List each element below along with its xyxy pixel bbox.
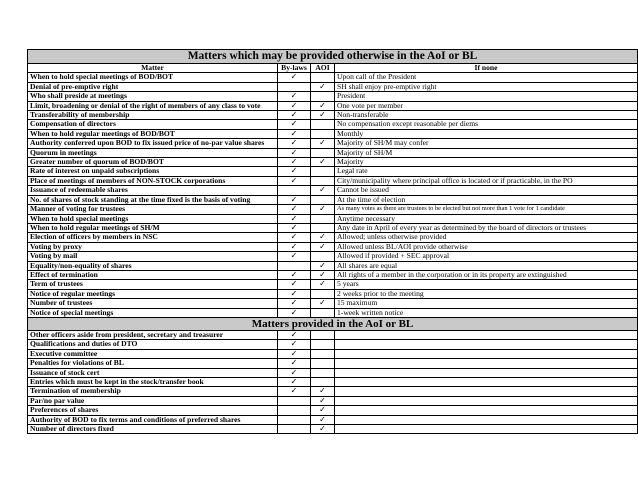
bylaws-cell [278, 82, 311, 91]
table-row [28, 186, 638, 195]
table-row [28, 233, 638, 242]
table-row [28, 425, 638, 434]
table-row [28, 111, 638, 120]
matter-cell: Manner of voting for trustees [28, 205, 278, 214]
table-row [28, 242, 638, 251]
ifnone-cell: Upon call of the President [335, 73, 638, 82]
matter-cell: Denial of pre-emptive right [28, 82, 278, 91]
bylaws-cell [278, 415, 311, 424]
matter-cell: Issuance of stock cert [28, 368, 278, 377]
bylaws-check-icon: ✓ [278, 270, 311, 279]
matter-cell: Transferability of membership [28, 111, 278, 120]
bylaws-check-icon: ✓ [278, 129, 311, 138]
table-row [28, 158, 638, 167]
bylaws-check-icon: ✓ [278, 349, 311, 358]
table-title: Matters which may be provided otherwise in the AoI or BL [28, 50, 638, 64]
bylaws-check-icon: ✓ [278, 387, 311, 396]
aoi-cell [311, 148, 335, 157]
ifnone-cell [335, 396, 638, 405]
section2-title: Matters provided in the AoI or BL [28, 317, 638, 330]
ifnone-cell [335, 406, 638, 415]
matter-cell: Qualifications and duties of DTO [28, 340, 278, 349]
aoi-cell [311, 214, 335, 223]
title-row [28, 50, 638, 64]
ifnone-cell: SH shall enjoy pre-emptive right [335, 82, 638, 91]
aoi-cell [311, 349, 335, 358]
ifnone-cell: 5 years [335, 280, 638, 289]
matter-cell: Other officers aside from president, secretary and treasurer [28, 330, 278, 339]
matter-cell: Term of trustees [28, 280, 278, 289]
ifnone-cell: 15 maximum [335, 299, 638, 308]
aoi-check-icon: ✓ [311, 261, 335, 270]
aoi-cell [311, 120, 335, 129]
table-row [28, 223, 638, 232]
matter-cell: Authority of BOD to fix terms and conditions of preferred shares [28, 415, 278, 424]
matter-cell: Penalties for violations of BL [28, 359, 278, 368]
bylaws-check-icon: ✓ [278, 233, 311, 242]
matter-cell: Limit, broadening or denial of the right of members of any class to vote [28, 101, 278, 110]
aoi-cell [311, 359, 335, 368]
ifnone-cell: All shares are equal [335, 261, 638, 270]
table-row [28, 280, 638, 289]
ifnone-cell: Non-transferable [335, 111, 638, 120]
bylaws-check-icon: ✓ [278, 195, 311, 204]
ifnone-cell [335, 387, 638, 396]
table-row [28, 270, 638, 279]
aoi-cell [311, 308, 335, 317]
bylaws-cell [278, 186, 311, 195]
matter-cell: Who shall preside at meetings [28, 92, 278, 101]
ifnone-cell [335, 330, 638, 339]
table-row [28, 289, 638, 298]
matter-cell: Place of meetings of members of NON-STOCK corporations [28, 176, 278, 185]
bylaws-check-icon: ✓ [278, 252, 311, 261]
bylaws-check-icon: ✓ [278, 340, 311, 349]
table-row [28, 148, 638, 157]
aoi-cell [311, 289, 335, 298]
ifnone-cell: President [335, 92, 638, 101]
matter-cell: Par/no par value [28, 396, 278, 405]
ifnone-cell: Allowed unless BL/AOI provide otherwise [335, 242, 638, 251]
header-bylaws: By-laws [278, 64, 311, 73]
header-aoi: AOI [311, 64, 335, 73]
aoi-check-icon: ✓ [311, 205, 335, 214]
ifnone-cell: Allowed if provided + SEC approval [335, 252, 638, 261]
table-row [28, 195, 638, 204]
matter-cell: Preferences of shares [28, 406, 278, 415]
table-row [28, 349, 638, 358]
matter-cell: Entries which must be kept in the stock/transfer book [28, 378, 278, 387]
table-row [28, 82, 638, 91]
aoi-check-icon: ✓ [311, 111, 335, 120]
bylaws-check-icon: ✓ [278, 176, 311, 185]
bylaws-check-icon: ✓ [278, 167, 311, 176]
table-row [28, 101, 638, 110]
bylaws-cell [278, 396, 311, 405]
column-header-row [28, 64, 638, 73]
table-row [28, 167, 638, 176]
aoi-cell [311, 252, 335, 261]
matters-table [27, 49, 638, 434]
aoi-check-icon: ✓ [311, 406, 335, 415]
aoi-cell [311, 368, 335, 377]
bylaws-check-icon: ✓ [278, 289, 311, 298]
table-row [28, 330, 638, 339]
ifnone-cell [335, 349, 638, 358]
bylaws-check-icon: ✓ [278, 92, 311, 101]
ifnone-cell [335, 378, 638, 387]
bylaws-check-icon: ✓ [278, 223, 311, 232]
table-row [28, 415, 638, 424]
table-row [28, 359, 638, 368]
matter-cell: Voting by proxy [28, 242, 278, 251]
matter-cell: Equality/non-equality of shares [28, 261, 278, 270]
table-row [28, 129, 638, 138]
table-row [28, 214, 638, 223]
bylaws-check-icon: ✓ [278, 280, 311, 289]
matter-cell: Effect of termination [28, 270, 278, 279]
aoi-check-icon: ✓ [311, 139, 335, 148]
aoi-cell [311, 92, 335, 101]
matter-cell: Issuance of redeemable shares [28, 186, 278, 195]
section2-header [28, 317, 638, 330]
matter-cell: Termination of membership [28, 387, 278, 396]
table-row [28, 252, 638, 261]
ifnone-cell [335, 415, 638, 424]
aoi-check-icon: ✓ [311, 270, 335, 279]
aoi-cell [311, 223, 335, 232]
bylaws-check-icon: ✓ [278, 111, 311, 120]
section2-title-row [28, 317, 638, 330]
aoi-cell [311, 167, 335, 176]
bylaws-cell [278, 406, 311, 415]
matter-cell: When to hold special meetings of BOD/BOT [28, 73, 278, 82]
ifnone-cell: City/municipality where principal office is located or if practicable, in the PO [335, 176, 638, 185]
ifnone-cell: Cannot be issued [335, 186, 638, 195]
matter-cell: No. of shares of stock standing at the time fixed is the basis of voting [28, 195, 278, 204]
table-row [28, 205, 638, 214]
ifnone-cell [335, 425, 638, 434]
bylaws-check-icon: ✓ [278, 214, 311, 223]
aoi-cell [311, 73, 335, 82]
aoi-check-icon: ✓ [311, 233, 335, 242]
ifnone-cell [335, 368, 638, 377]
ifnone-cell: 2 weeks prior to the meeting [335, 289, 638, 298]
ifnone-cell: As many votes as there are trustees to be elected but not more than 1 vote for 1 candidate [335, 205, 638, 214]
bylaws-check-icon: ✓ [278, 330, 311, 339]
matter-cell: When to hold regular meetings of BOD/BOT [28, 129, 278, 138]
ifnone-cell [335, 340, 638, 349]
aoi-check-icon: ✓ [311, 415, 335, 424]
aoi-check-icon: ✓ [311, 280, 335, 289]
table-row [28, 387, 638, 396]
aoi-cell [311, 378, 335, 387]
ifnone-cell: Any date in April of every year as determined by the board of directors or trustees [335, 223, 638, 232]
bylaws-check-icon: ✓ [278, 101, 311, 110]
bylaws-check-icon: ✓ [278, 299, 311, 308]
bylaws-check-icon: ✓ [278, 368, 311, 377]
ifnone-cell: All rights of a member in the corporation or in its property are extinguished [335, 270, 638, 279]
section2-body [28, 330, 638, 433]
table-row [28, 396, 638, 405]
bylaws-check-icon: ✓ [278, 308, 311, 317]
header-ifnone: If none [335, 64, 638, 73]
header-matter: Matter [28, 64, 278, 73]
table-row [28, 368, 638, 377]
aoi-cell [311, 129, 335, 138]
matter-cell: Greater number of quorum of BOD/BOT [28, 158, 278, 167]
matter-cell: Notice of regular meetings [28, 289, 278, 298]
ifnone-cell: Majority of SH/M [335, 148, 638, 157]
ifnone-cell: 1-week written notice [335, 308, 638, 317]
bylaws-cell [278, 425, 311, 434]
matter-cell: Election of officers by members in NSC [28, 233, 278, 242]
bylaws-check-icon: ✓ [278, 120, 311, 129]
table-row [28, 120, 638, 129]
bylaws-check-icon: ✓ [278, 148, 311, 157]
matter-cell: Authority conferred upon BOD to fix issued price of no-par value shares [28, 139, 278, 148]
aoi-check-icon: ✓ [311, 242, 335, 251]
table-row [28, 308, 638, 317]
table-row [28, 299, 638, 308]
table-row [28, 406, 638, 415]
aoi-check-icon: ✓ [311, 425, 335, 434]
bylaws-cell [278, 261, 311, 270]
matter-cell: When to hold special meetings [28, 214, 278, 223]
table-row [28, 378, 638, 387]
matter-cell: Voting by mail [28, 252, 278, 261]
bylaws-check-icon: ✓ [278, 158, 311, 167]
ifnone-cell: Majority of SH/M may confer [335, 139, 638, 148]
matter-cell: Executive committee [28, 349, 278, 358]
table-row [28, 92, 638, 101]
table-row [28, 139, 638, 148]
ifnone-cell: Legal rate [335, 167, 638, 176]
table-row [28, 73, 638, 82]
ifnone-cell: Monthly [335, 129, 638, 138]
aoi-cell [311, 340, 335, 349]
matter-cell: Notice of special meetings [28, 308, 278, 317]
matter-cell: Number of trustees [28, 299, 278, 308]
bylaws-check-icon: ✓ [278, 139, 311, 148]
aoi-check-icon: ✓ [311, 82, 335, 91]
matter-cell: Quorum in meetings [28, 148, 278, 157]
bylaws-check-icon: ✓ [278, 242, 311, 251]
aoi-check-icon: ✓ [311, 158, 335, 167]
ifnone-cell: No compensation except reasonable per diems [335, 120, 638, 129]
matter-cell: When to hold regular meetings of SH/M [28, 223, 278, 232]
aoi-check-icon: ✓ [311, 396, 335, 405]
table-row [28, 261, 638, 270]
aoi-check-icon: ✓ [311, 387, 335, 396]
aoi-cell [311, 195, 335, 204]
ifnone-cell: One vote per member [335, 101, 638, 110]
bylaws-check-icon: ✓ [278, 205, 311, 214]
aoi-check-icon: ✓ [311, 186, 335, 195]
matter-cell: Number of directors fixed [28, 425, 278, 434]
ifnone-cell: Anytime necessary [335, 214, 638, 223]
ifnone-cell: Allowed; unless otherwise provided [335, 233, 638, 242]
ifnone-cell: At the time of election [335, 195, 638, 204]
aoi-check-icon: ✓ [311, 101, 335, 110]
aoi-check-icon: ✓ [311, 299, 335, 308]
aoi-cell [311, 176, 335, 185]
matter-cell: Compensation of directors [28, 120, 278, 129]
table-row [28, 340, 638, 349]
bylaws-check-icon: ✓ [278, 73, 311, 82]
section1-body [28, 73, 638, 318]
aoi-cell [311, 330, 335, 339]
bylaws-check-icon: ✓ [278, 378, 311, 387]
table-row [28, 176, 638, 185]
ifnone-cell [335, 359, 638, 368]
matter-cell: Rate of interest on unpaid subscriptions [28, 167, 278, 176]
bylaws-check-icon: ✓ [278, 359, 311, 368]
ifnone-cell: Majority [335, 158, 638, 167]
